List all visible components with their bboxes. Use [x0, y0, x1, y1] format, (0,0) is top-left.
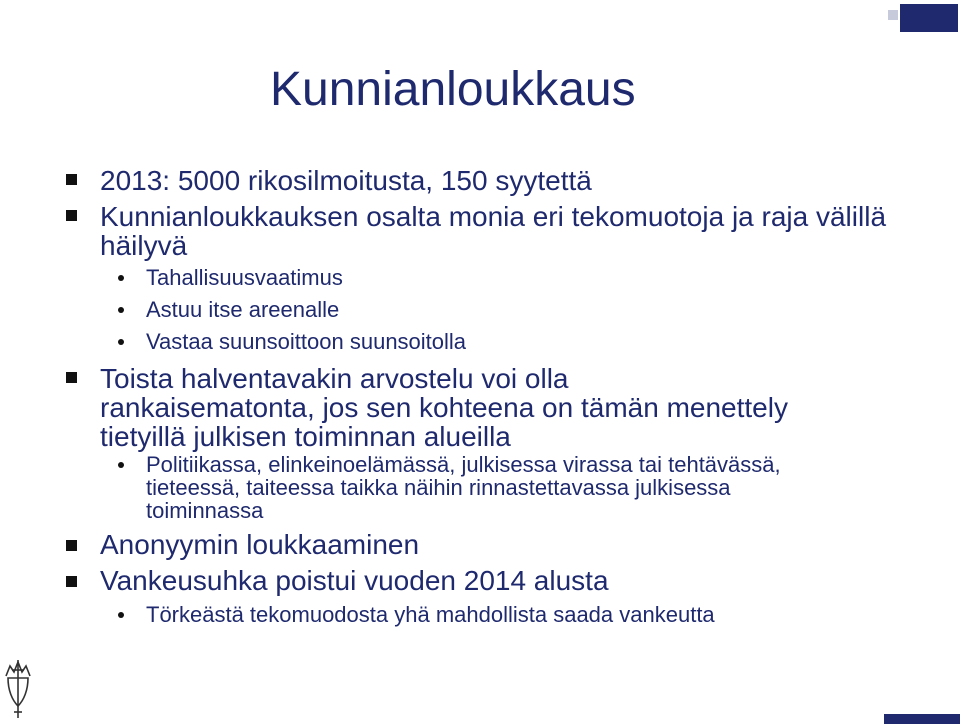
- bullet-item: Toista halventavakin arvostelu voi olla rankaisematonta, jos sen kohteena on tämän menettely tietyillä julkisen toiminnan alueilla: [100, 363, 788, 452]
- bullet-item: Anonyymin loukkaaminen: [100, 529, 420, 560]
- sub-bullet-item: Vastaa suunsoittoon suunsoitolla: [146, 329, 467, 354]
- sub-bullet-item: Astuu itse areenalle: [146, 297, 340, 322]
- justice-sword-emblem-icon: [2, 656, 34, 722]
- square-bullet-icon: [66, 210, 77, 221]
- square-bullet-icon: [66, 576, 77, 587]
- round-bullet-icon: [118, 462, 124, 468]
- bullet-item: Vankeusuhka poistui vuoden 2014 alusta: [100, 565, 609, 596]
- square-bullet-icon: [66, 174, 77, 185]
- bullet-item: Kunnianloukkauksen osalta monia eri tekomuotoja ja raja välillä häilyvä: [100, 201, 887, 261]
- sub-bullet-item: Politiikassa, elinkeinoelämässä, julkisessa virassa tai tehtävässä, tieteessä, taiteessa taikka näihin rinnastettavassa julkisessa toiminnassa: [146, 452, 781, 523]
- square-bullet-icon: [66, 372, 77, 383]
- corner-square: [900, 4, 958, 32]
- square-bullet-icon: [66, 540, 77, 551]
- corner-square-small: [888, 10, 898, 20]
- sub-bullet-item: Tahallisuusvaatimus: [146, 265, 343, 290]
- footer-stripe: [884, 714, 960, 724]
- bullet-item: 2013: 5000 rikosilmoitusta, 150 syytettä: [100, 165, 592, 196]
- round-bullet-icon: [118, 612, 124, 618]
- round-bullet-icon: [118, 339, 124, 345]
- round-bullet-icon: [118, 275, 124, 281]
- round-bullet-icon: [118, 307, 124, 313]
- slide-title: Kunnianloukkaus: [270, 63, 636, 116]
- corner-decoration: [888, 0, 960, 44]
- sub-bullet-item: Törkeästä tekomuodosta yhä mahdollista saada vankeutta: [146, 602, 715, 627]
